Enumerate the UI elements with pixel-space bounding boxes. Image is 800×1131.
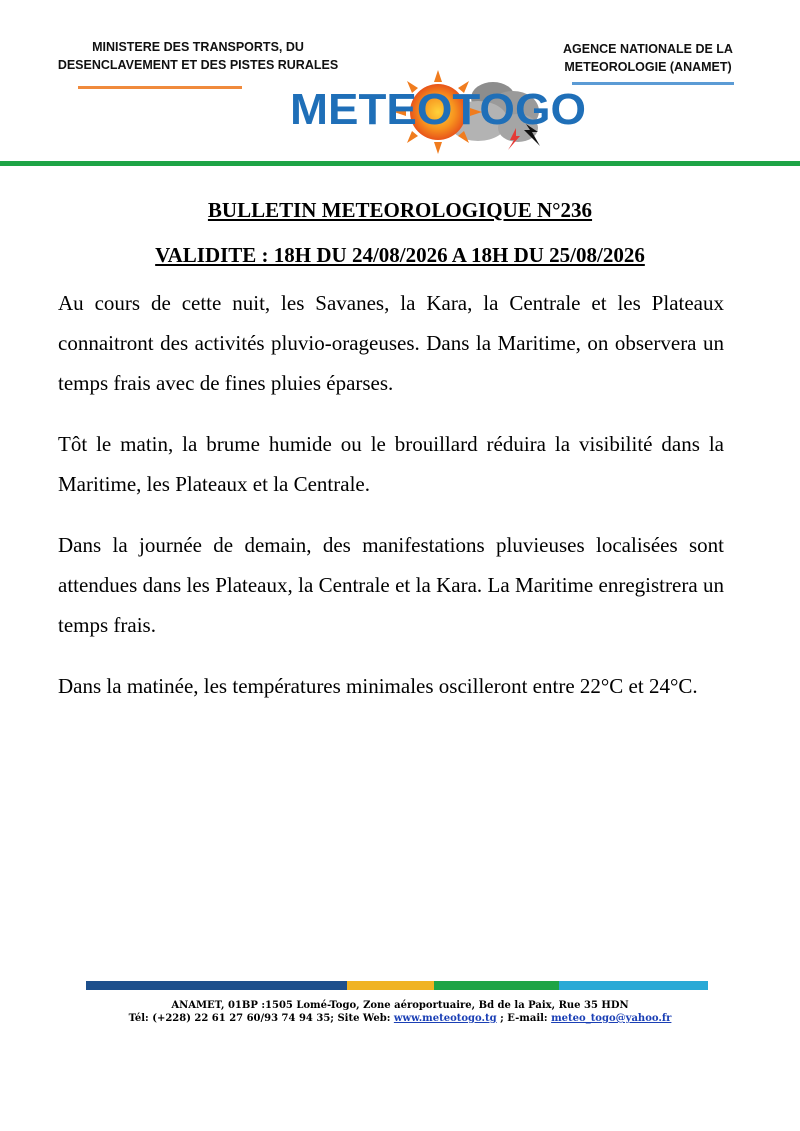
agency-line-1: AGENCE NATIONALE DE LA bbox=[563, 42, 733, 56]
footer-color-bar bbox=[86, 981, 708, 990]
forecast-paragraph-morning: Tôt le matin, la brume humide ou le brouillard réduira la visibilité dans la Maritime, les Plateaux et la Centrale. bbox=[58, 432, 724, 496]
email-link[interactable]: meteo_togo@yahoo.fr bbox=[551, 1013, 672, 1024]
agency-line-2: METEOROLOGIE (ANAMET) bbox=[564, 60, 732, 74]
footer-address: ANAMET, 01BP :1505 Lomé-Togo, Zone aéroportuaire, Bd de la Paix, Rue 35 HDN bbox=[171, 1000, 629, 1011]
forecast-paragraph-temperatures: Dans la matinée, les températures minimales oscilleront entre 22°C et 24°C. bbox=[58, 674, 698, 698]
meteotogo-logo bbox=[288, 66, 598, 156]
website-link[interactable]: www.meteotogo.tg bbox=[393, 1013, 497, 1024]
ministry-line-2: DESENCLAVEMENT ET DES PISTES RURALES bbox=[57, 58, 339, 72]
footer-email-label: ; E-mail: bbox=[496, 1013, 552, 1024]
footer-bar-yellow bbox=[347, 981, 434, 990]
ministry-line-1: MINISTERE DES TRANSPORTS, DU bbox=[92, 40, 304, 54]
footer-bar-green bbox=[434, 981, 558, 990]
footer-phone: Tél: (+228) 22 61 27 60/93 74 94 35; Site Web: bbox=[128, 1013, 394, 1024]
footer-bar-navy bbox=[86, 981, 347, 990]
forecast-paragraph-night: Au cours de cette nuit, les Savanes, la Kara, la Centrale et les Plateaux connaitront des activités pluvio-orageuses. Dans la Maritime, on observera un temps frais avec de fines pluies éparses. bbox=[58, 291, 724, 395]
bulletin-title: BULLETIN METEOROLOGIQUE N°236 bbox=[207, 198, 593, 222]
ministry-underline bbox=[78, 86, 242, 89]
validity-line: VALIDITE : 18H DU 24/08/2026 A 18H DU 25/08/2026 bbox=[155, 243, 645, 267]
footer-contact bbox=[0, 1013, 800, 1024]
logo-wordmark: METEOTOGO bbox=[290, 85, 586, 134]
header-separator bbox=[0, 161, 800, 166]
footer-bar-cyan bbox=[559, 981, 708, 990]
forecast-paragraph-day: Dans la journée de demain, des manifestations pluvieuses localisées sont attendues dans les Plateaux, la Centrale et la Kara. La Maritime enregistrera un temps frais. bbox=[58, 533, 724, 637]
